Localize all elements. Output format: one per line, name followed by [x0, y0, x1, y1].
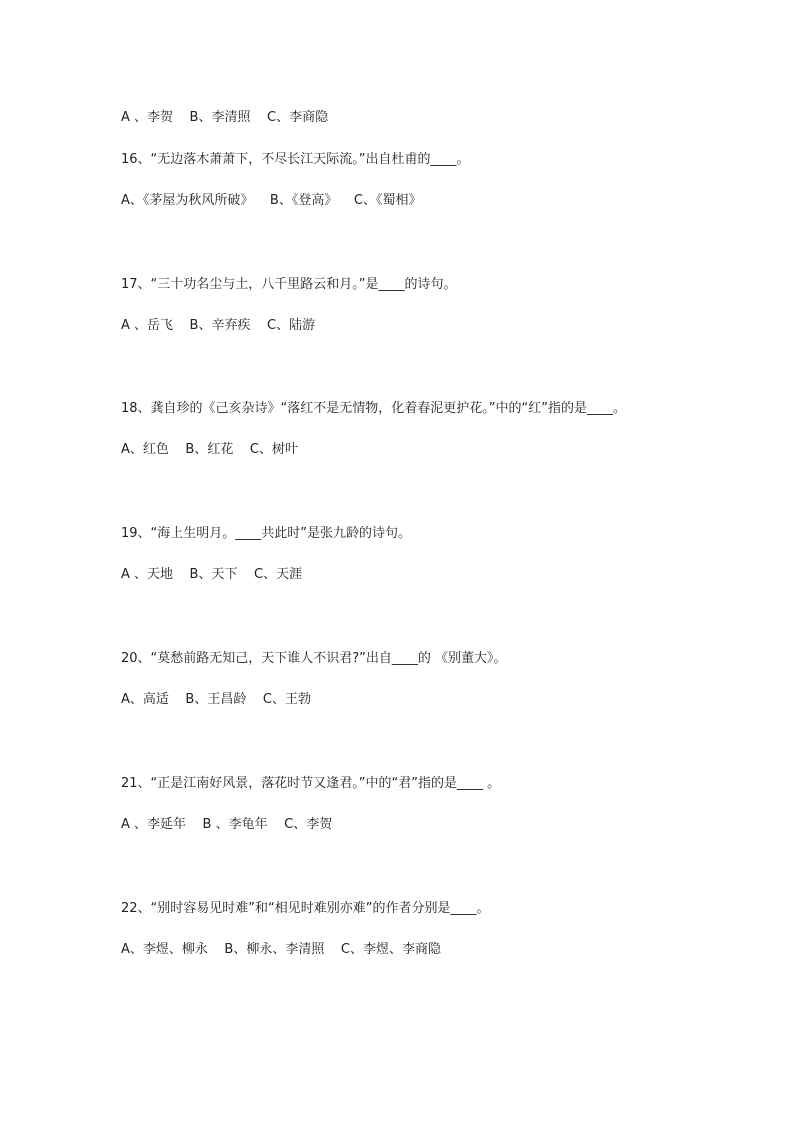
- q17-question: 17、“三十功名尘与土，八千里路云和月。”是____的诗句。: [121, 277, 457, 292]
- q17-options: A 、岳飞 B、辛弃疾 C、陆游: [121, 318, 316, 333]
- q15-options: A 、李贺 B、李清照 C、李商隐: [121, 110, 329, 125]
- q21-options: A 、李延年 B 、李龟年 C、李贺: [121, 817, 333, 832]
- q18-options: A、红色 B、红花 C、树叶: [121, 442, 298, 457]
- q21-question: 21、“正是江南好风景，落花时节又逢君。”中的“君”指的是____ 。: [121, 776, 501, 791]
- q20-question: 20、“莫愁前路无知己，天下谁人不识君?”出自____的 《别董大》。: [121, 651, 507, 666]
- q22-options: A、李煜、柳永 B、柳永、李清照 C、李煜、李商隐: [121, 942, 441, 957]
- q22-question: 22、“别时容易见时难”和“相见时难别亦难”的作者分别是____。: [121, 901, 490, 916]
- q19-options: A 、天地 B、天下 C、天涯: [121, 567, 303, 582]
- q19-question: 19、“海上生明月。____共此时”是张九龄的诗句。: [121, 526, 412, 541]
- q16-options: A、《茅屋为秋风所破》 B、《登高》 C、《蜀相》: [121, 193, 422, 208]
- q18-question: 18、龚自珍的《己亥杂诗》“落红不是无情物，化着春泥更护花。”中的“红”指的是____。: [121, 401, 626, 416]
- q16-question: 16、“无边落木萧萧下，不尽长江天际流。”出自杜甫的____。: [121, 152, 470, 167]
- q20-options: A、高适 B、王昌龄 C、王勃: [121, 692, 311, 707]
